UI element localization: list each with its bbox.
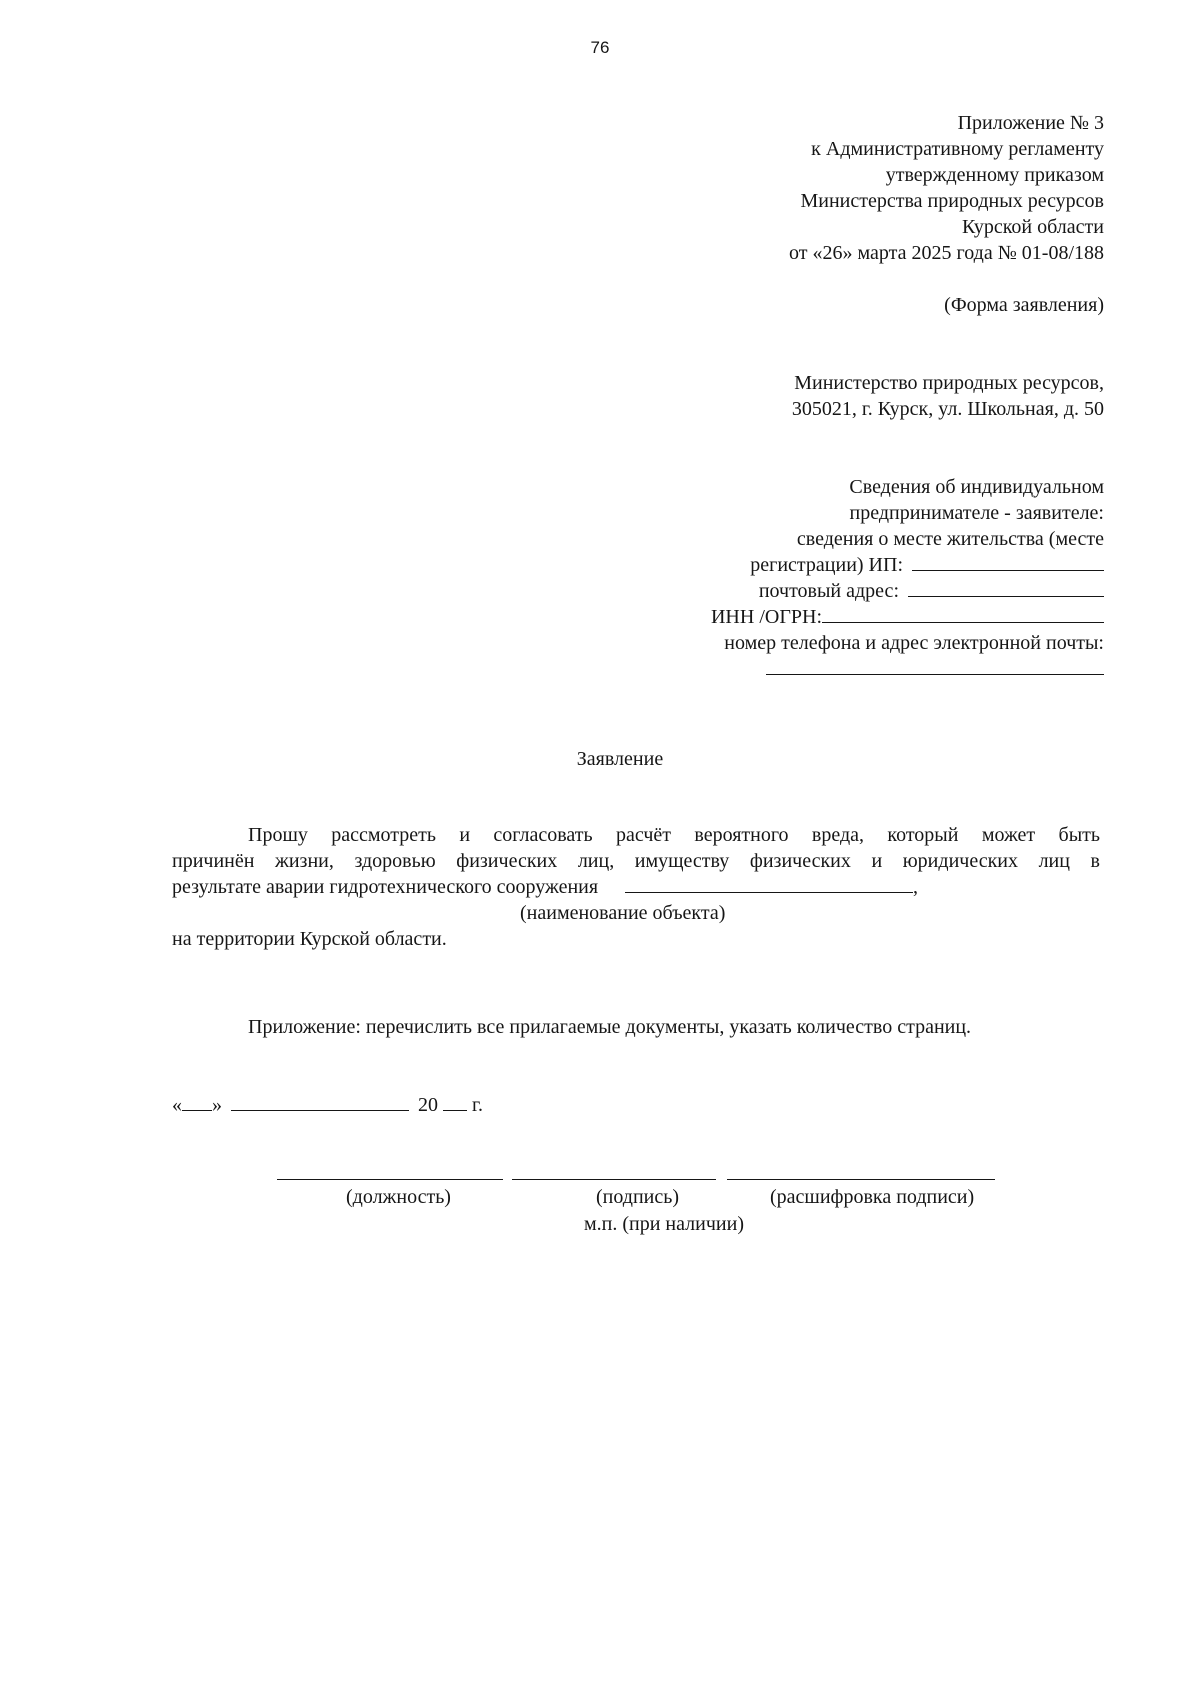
page-number: 76 — [590, 38, 610, 57]
recipient-block — [792, 370, 1104, 422]
appendix-line: Министерства природных ресурсов — [800, 190, 1104, 212]
applicant-residence-field — [711, 552, 1104, 578]
body-line: Прошу рассмотреть и согласовать расчёт вероятного вреда, который может быть — [248, 824, 1100, 846]
recipient-name: Министерство природных ресурсов, — [794, 372, 1104, 394]
appendix-line: утвержденному приказом — [885, 164, 1104, 186]
signature-line[interactable] — [512, 1179, 716, 1180]
body-line: на территории Курской области. — [172, 928, 447, 950]
date-year-suffix: г. — [472, 1094, 483, 1116]
decoding-caption: (расшифровка подписи) — [770, 1186, 975, 1208]
position-line[interactable] — [277, 1179, 503, 1180]
date-close-quote: » — [212, 1094, 222, 1116]
document-title: Заявление — [576, 748, 664, 770]
contact-label: номер телефона и адрес электронной почты: — [724, 632, 1104, 654]
applicant-residence: сведения о месте жительства (месте — [796, 528, 1104, 550]
applicant-heading: предпринимателе - заявителе: — [849, 502, 1104, 524]
appendix-line: Курской области — [962, 216, 1104, 238]
object-caption: (наименование объекта) — [520, 902, 726, 924]
inn-label: ИНН /ОГРН: — [710, 606, 822, 628]
contact-blank[interactable] — [766, 656, 1104, 675]
appendix-header — [789, 110, 1104, 266]
applicant-block — [711, 474, 1104, 682]
body-line-object — [172, 874, 1100, 900]
inn-field — [711, 604, 1104, 630]
postal-field — [711, 578, 1104, 604]
application-body — [172, 822, 1100, 900]
contact-field — [711, 656, 1104, 682]
applicant-heading: Сведения об индивидуальном — [849, 476, 1104, 498]
body-line-text: результате аварии гидротехнического сооружения — [172, 876, 599, 898]
residence-label: регистрации) ИП: — [750, 554, 903, 576]
date-century: 20 — [418, 1094, 438, 1116]
date-open-quote: « — [172, 1094, 182, 1116]
date-day-blank[interactable] — [182, 1092, 212, 1111]
appendix-line: к Административному регламенту — [811, 138, 1104, 160]
date-month-blank[interactable] — [231, 1092, 409, 1111]
object-name-blank[interactable] — [625, 874, 913, 893]
position-caption: (должность) — [346, 1186, 451, 1208]
postal-label: почтовый адрес: — [758, 580, 899, 602]
appendix-line: Приложение № 3 — [957, 112, 1104, 134]
decoding-line[interactable] — [727, 1179, 995, 1180]
stamp-caption: м.п. (при наличии) — [584, 1213, 744, 1235]
date-year-blank[interactable] — [443, 1092, 467, 1111]
form-label: (Форма заявления) — [944, 294, 1104, 316]
body-line: причинён жизни, здоровью физических лиц, имуществу физических и юридических лиц в — [172, 850, 1100, 872]
date-field — [172, 1092, 483, 1117]
inn-blank[interactable] — [822, 604, 1104, 623]
recipient-address: 305021, г. Курск, ул. Школьная, д. 50 — [791, 398, 1104, 420]
residence-blank[interactable] — [912, 552, 1104, 571]
attachment-note: Приложение: перечислить все прилагаемые документы, указать количество страниц. — [248, 1016, 972, 1038]
body-line-comma: , — [913, 876, 919, 898]
postal-blank[interactable] — [908, 578, 1104, 597]
signature-caption: (подпись) — [596, 1186, 680, 1208]
appendix-line: от «26» марта 2025 года № 01-08/188 — [789, 242, 1104, 264]
